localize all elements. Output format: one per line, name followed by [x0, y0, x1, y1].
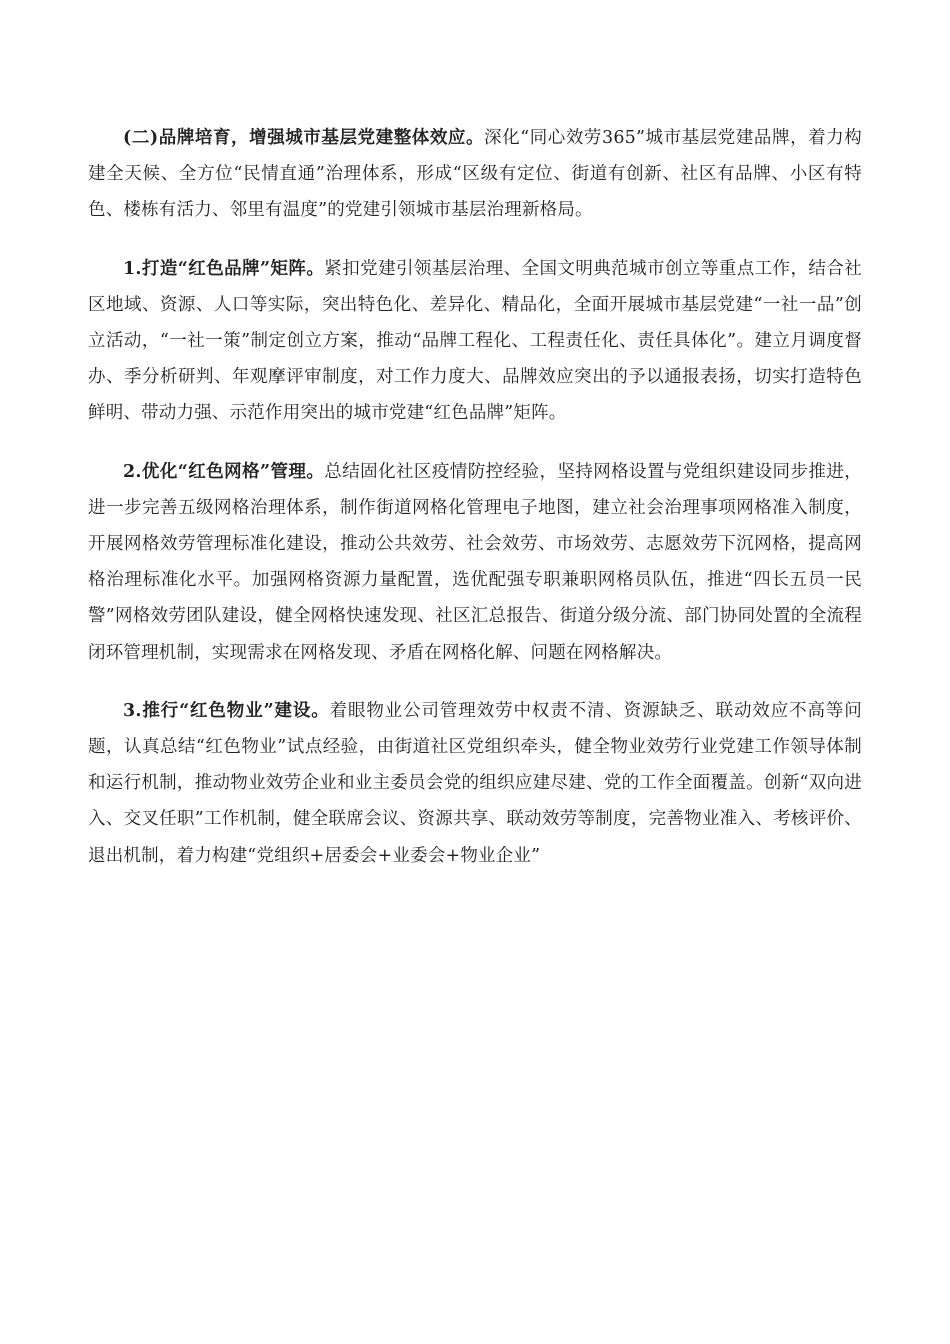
- section-paragraph-brand-cultivation: [88, 120, 862, 229]
- document-page: [88, 120, 862, 896]
- paragraph-red-brand-matrix: [88, 251, 862, 432]
- paragraph-heading: 1.打造“红色品牌”矩阵。: [123, 258, 325, 279]
- paragraph-body: 紧扣党建引领基层治理、全国文明典范城市创立等重点工作，结合社区地域、资源、人口等实际，突出特色化、差异化、精品化，全面开展城市基层党建“一社一品”创立活动，“一社一策”制定创立方案，推动“品牌工程化、工程责任化、责任具体化”。建立月调度督办、季分析研判、年观摩评审制度，对工作力度大、品牌效应突出的予以通报表扬，切实打造特色鲜明、带动力强、示范作用突出的城市党建“红色品牌”矩阵。: [88, 258, 862, 424]
- paragraph-body: 着眼物业公司管理效劳中权责不清、资源缺乏、联动效应不高等问题，认真总结“红色物业”试点经验，由街道社区党组织牵头，健全物业效劳行业党建工作领导体制和运行机制，推动物业效劳企业和业主委员会党的组织应建尽建、党的工作全面覆盖。创新“双向进入、交叉任职”工作机制，健全联席会议、资源共享、联动效劳等制度，完善物业准入、考核评价、退出机制，着力构建“党组织+居委会+业委会+物业企业”: [88, 700, 862, 866]
- paragraph-red-property: [88, 693, 862, 874]
- paragraph-heading: 3.推行“红色物业”建设。: [123, 700, 330, 721]
- paragraph-red-grid-management: [88, 454, 862, 671]
- paragraph-body: 总结固化社区疫情防控经验，坚持网格设置与党组织建设同步推进，进一步完善五级网格治理体系，制作街道网格化管理电子地图，建立社会治理事项网格准入制度，开展网格效劳管理标准化建设，推动公共效劳、社会效劳、市场效劳、志愿效劳下沉网格，提高网格治理标准化水平。加强网格资源力量配置，选优配强专职兼职网格员队伍，推进“四长五员一民警”网格效劳团队建设，健全网格快速发现、社区汇总报告、街道分级分流、部门协同处置的全流程闭环管理机制，实现需求在网格发现、矛盾在网格化解、问题在网格解决。: [88, 461, 862, 663]
- paragraph-body: 深化“同心效劳365”城市基层党建品牌，着力构建全天候、全方位“民情直通”治理体系，形成“区级有定位、街道有创新、社区有品牌、小区有特色、楼栋有活力、邻里有温度”的党建引领城市基层治理新格局。: [88, 128, 862, 221]
- paragraph-heading: 2.优化“红色网格”管理。: [123, 461, 325, 482]
- paragraph-heading: (二)品牌培育，增强城市基层党建整体效应。: [123, 128, 485, 148]
